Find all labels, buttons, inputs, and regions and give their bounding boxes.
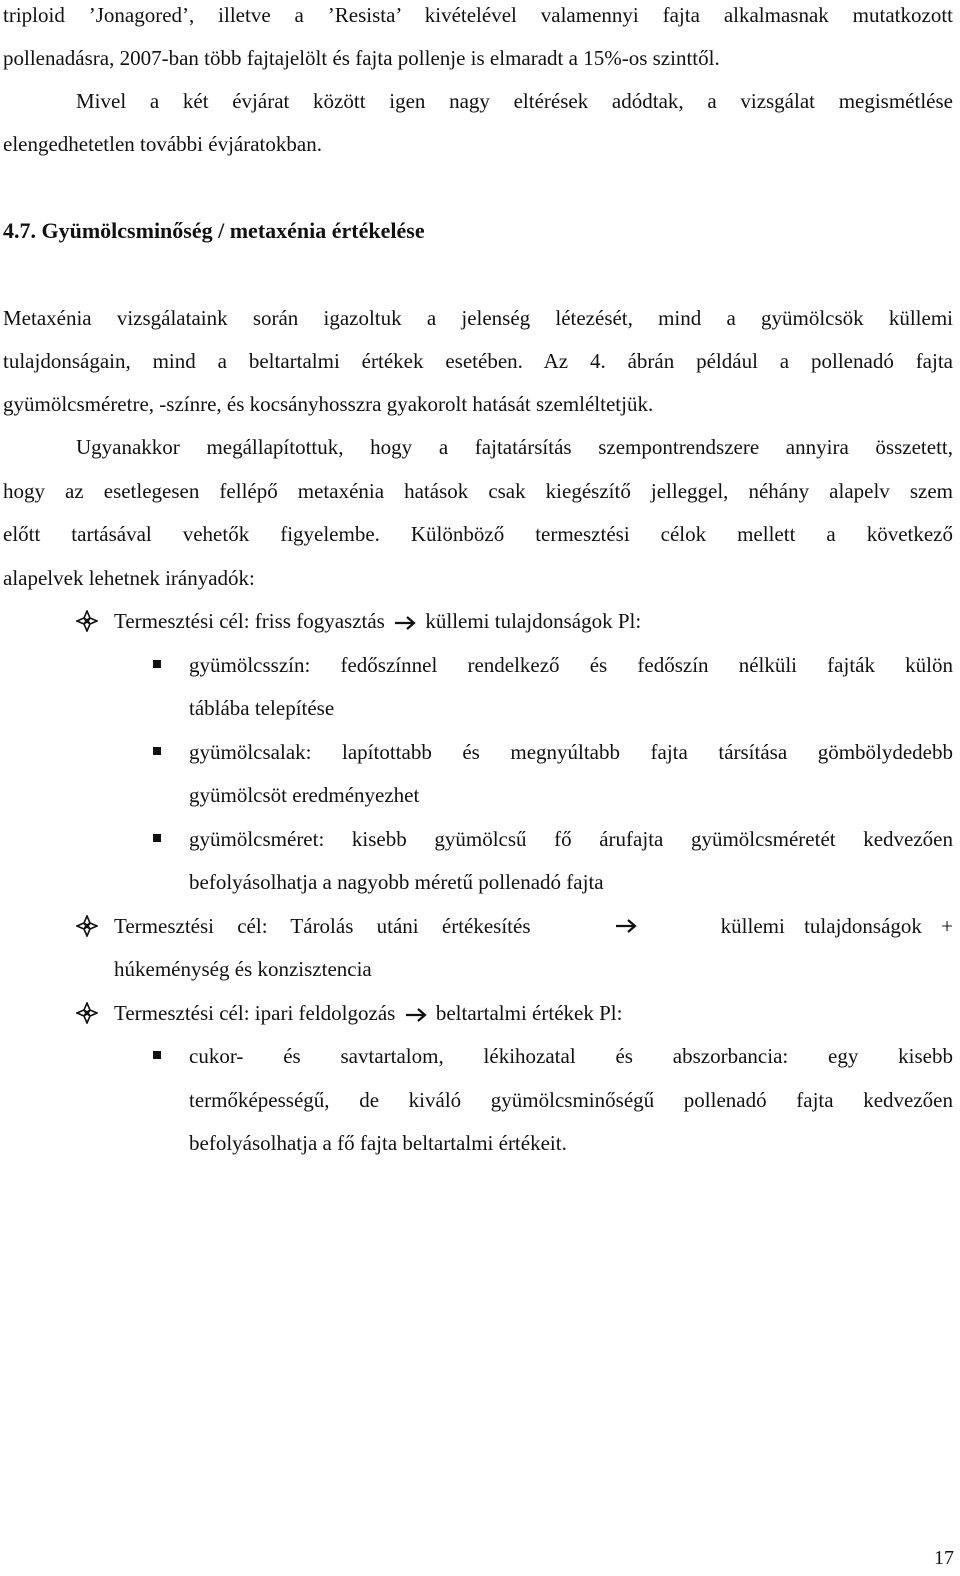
square-bullet-icon: [153, 747, 161, 755]
bullet-text: Termesztési cél: friss fogyasztás: [114, 609, 385, 633]
paragraph-line: alapelvek lehetnek irányadók:: [3, 566, 255, 590]
section-heading: 4.7. Gyümölcsminőség / metaxénia értékelése: [3, 218, 425, 243]
square-bullet-icon: [153, 834, 161, 842]
paragraph-line: tulajdonságain, mind a beltartalmi értékek esetében. Az 4. ábrán például a pollenadó fajta: [3, 349, 953, 373]
paragraph-line: pollenadásra, 2007-ban több fajtajelölt és fajta pollenje is elmaradt a 15%-os szinttől.: [3, 46, 720, 70]
sub-bullet-line: befolyásolhatja a nagyobb méretű pollenadó fajta: [189, 870, 604, 894]
arrow-right-icon: [615, 919, 637, 933]
arrow-right-icon: [394, 616, 416, 630]
bullet-text: Termesztési cél: Tárolás utáni értékesítés: [114, 914, 531, 938]
sub-bullet-line: termőképességű, de kiváló gyümölcsminőségű pollenadó fajta kedvezően: [189, 1088, 953, 1112]
sub-bullet-line: gyümölcsszín: fedőszínnel rendelkező és fedőszín nélküli fajták külön: [189, 653, 953, 677]
bullet-text: küllemi tulajdonságok +: [720, 914, 953, 938]
bullet-text: beltartalmi értékek Pl:: [435, 1001, 623, 1025]
paragraph-line: előtt tartásával vehetők figyelembe. Különböző termesztési célok mellett a következő: [3, 522, 953, 546]
paragraph-line: triploid ’Jonagored’, illetve a ’Resista’ kivételével valamennyi fajta alkalmasnak mutatkozott: [3, 3, 953, 27]
paragraph-line: gyümölcsméretre, -színre, és kocsányhosszra gyakorolt hatását szemléltetjük.: [3, 392, 654, 416]
square-bullet-icon: [153, 1051, 161, 1059]
bullet-text: küllemi tulajdonságok Pl:: [425, 609, 642, 633]
paragraph-line: elengedhetetlen további évjáratokban.: [3, 132, 322, 156]
bullet-item: [114, 913, 953, 939]
square-bullet-icon: [153, 660, 161, 668]
paragraph-line: Ugyanakkor megállapítottuk, hogy a fajtatársítás szempontrendszere annyira összetett,: [76, 435, 953, 459]
sub-bullet-line: befolyásolhatja a fő fajta beltartalmi értékeit.: [189, 1131, 567, 1155]
diamond-bullet-icon: [76, 915, 98, 937]
sub-bullet-line: cukor- és savtartalom, lékihozatal és abszorbancia: egy kisebb: [189, 1044, 953, 1068]
diamond-bullet-icon: [76, 1002, 98, 1024]
bullet-item: [114, 1000, 953, 1026]
page-number: 17: [934, 1547, 954, 1569]
sub-bullet-line: táblába telepítése: [189, 696, 335, 720]
paragraph-line: Mivel a két évjárat között igen nagy eltérések adódtak, a vizsgálat megismétlése: [76, 89, 953, 113]
paragraph-line: Metaxénia vizsgálataink során igazoltuk a jelenség létezését, mind a gyümölcsök küllemi: [3, 306, 953, 330]
bullet-item: [114, 608, 953, 634]
bullet-text: Termesztési cél: ipari feldolgozás: [114, 1001, 396, 1025]
arrow-right-icon: [405, 1008, 427, 1022]
paragraph-line: hogy az esetlegesen fellépő metaxénia hatások csak kiegészítő jelleggel, néhány alapelv szem: [3, 479, 953, 503]
sub-bullet-line: gyümölcsméret: kisebb gyümölcsű fő árufajta gyümölcsméretét kedvezően: [189, 827, 953, 851]
bullet-line: húkeménység és konzisztencia: [114, 957, 372, 981]
diamond-bullet-icon: [76, 610, 98, 632]
sub-bullet-line: gyümölcsalak: lapítottabb és megnyúltabb fajta társítása gömbölydedebb: [189, 740, 953, 764]
sub-bullet-line: gyümölcsöt eredményezhet: [189, 783, 420, 807]
